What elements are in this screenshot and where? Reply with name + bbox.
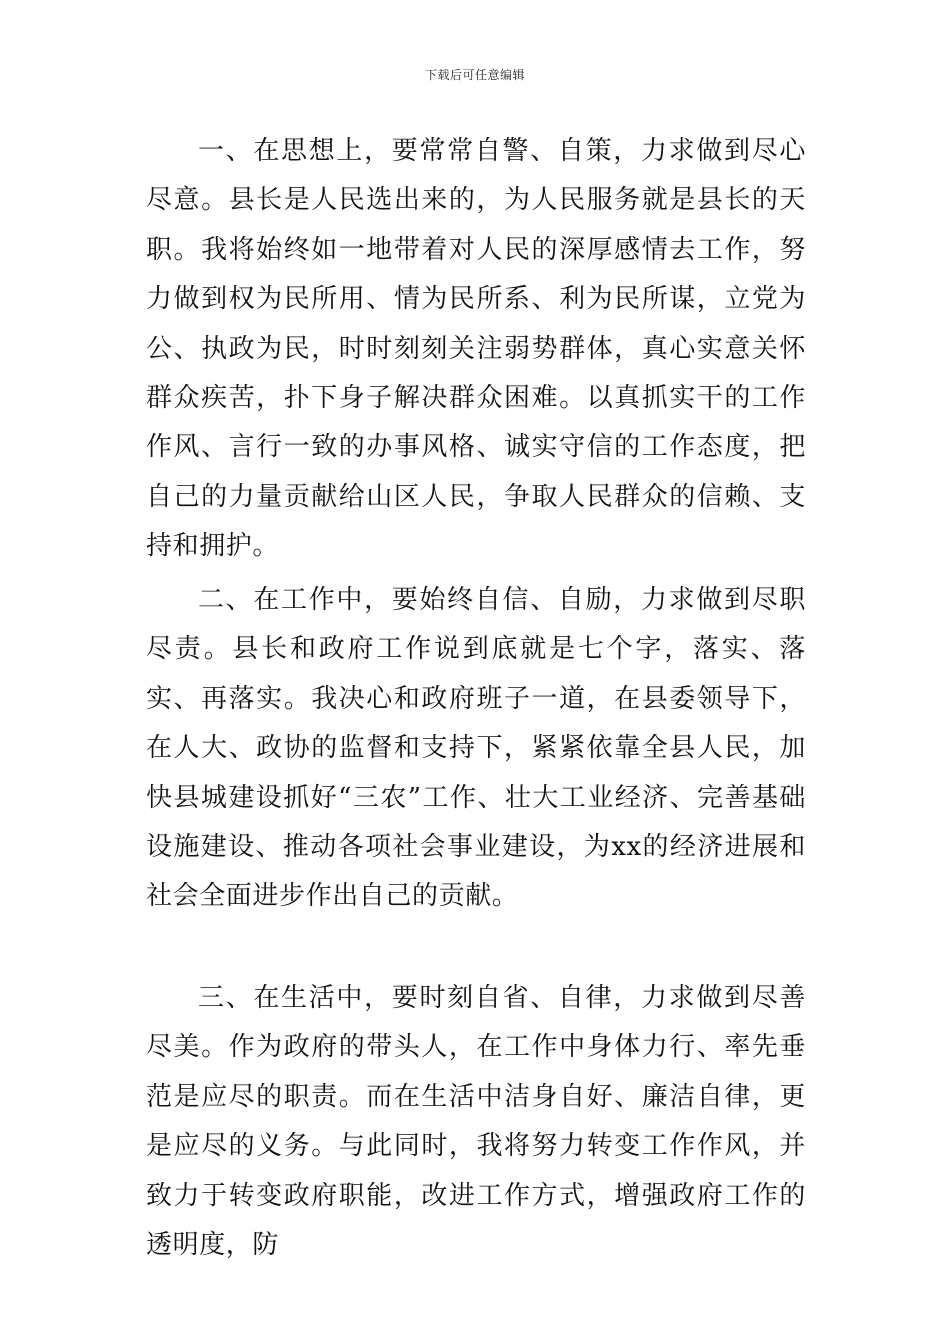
paragraph-thought: 一、在思想上，要常常自警、自策，力求做到尽心尽意。县长是人民选出来的，为人民服务就是县长的天职。我将始终如一地带着对人民的深厚感情去工作，努力做到权为民所用、情为民所系、利为民所谋，立党为公、执政为民，时时刻刻关注弱势群体，真心实意关怀群众疾苦，扑下身子解决群众困难。以真抓实干的工作作风、言行一致的办事风格、诚实守信的工作态度，把自己的力量贡献给山区人民，争取人民群众的信赖、支持和拥护。 — [146, 136, 806, 562]
paragraph-life: 三、在生活中，要时刻自省、自律，力求做到尽善尽美。作为政府的带头人，在工作中身体力行、率先垂范是应尽的职责。而在生活中洁身自好、廉洁自律，更是应尽的义务。与此同时，我将努力转变工作作风，并致力于转变政府职能，改进工作方式，增强政府工作的透明度，防 — [146, 983, 806, 1261]
page-header-note: 下载后可任意编辑 — [424, 68, 525, 82]
paragraph-work: 二、在工作中，要始终自信、自励，力求做到尽职尽责。县长和政府工作说到底就是七个字，落实、落实、再落实。我决心和政府班子一道，在县委领导下，在人大、政协的监督和支持下，紧紧依靠全县人民，加快县城建设抓好“三农”工作、壮大工业经济、完善基础设施建设、推动各项社会事业建设，为xx的经济进展和社会全面进步作出自己的贡献。 — [146, 585, 806, 912]
